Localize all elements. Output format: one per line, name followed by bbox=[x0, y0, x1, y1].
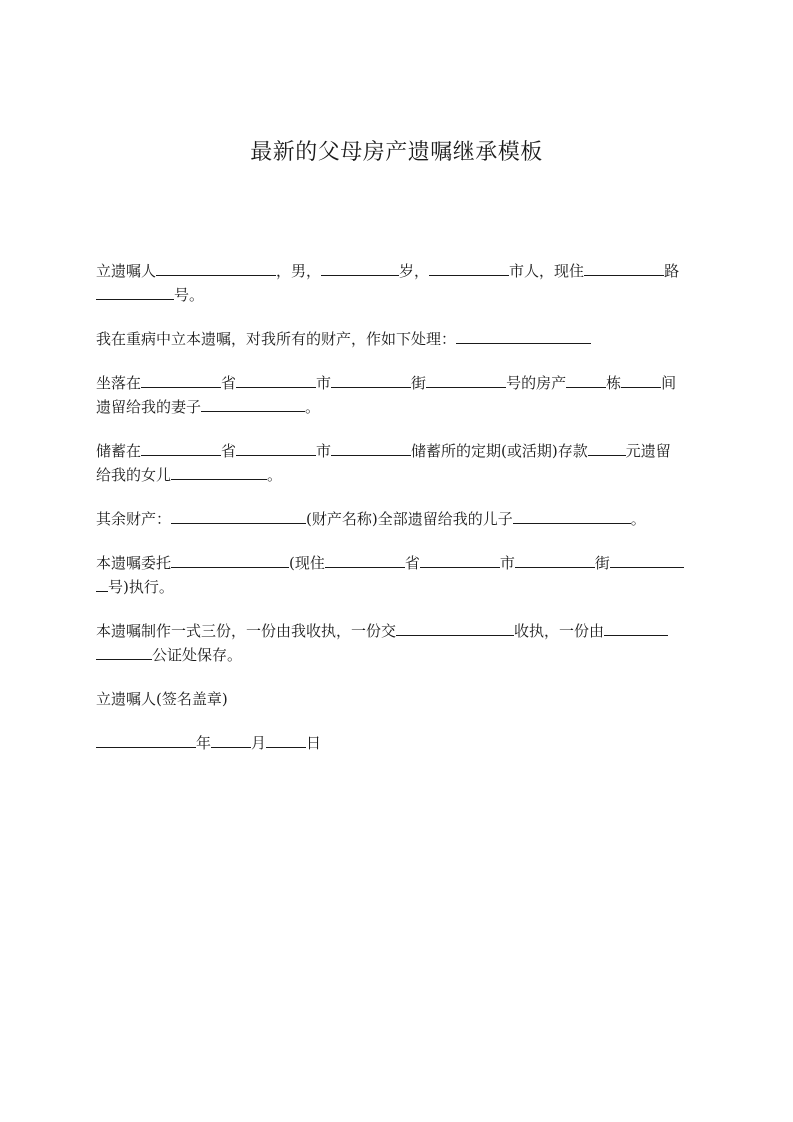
house-number-blank[interactable] bbox=[426, 371, 506, 388]
text-amount-left: 元遗留 bbox=[625, 442, 671, 460]
executor-paragraph bbox=[96, 551, 696, 599]
text-road: 路 bbox=[664, 262, 680, 280]
house-street-blank[interactable] bbox=[331, 371, 411, 388]
text-male: ，男， bbox=[276, 262, 322, 280]
text-deposit: 储蓄所的定期(或活期)存款 bbox=[411, 442, 588, 460]
text-period: 。 bbox=[630, 510, 646, 528]
text-number: 号。 bbox=[174, 286, 205, 304]
disposition-paragraph bbox=[96, 327, 696, 351]
document-title: 最新的父母房产遗嘱继承模板 bbox=[250, 140, 543, 165]
text-keep-one: 收执，一份由 bbox=[514, 622, 605, 640]
testator-name-blank[interactable] bbox=[156, 259, 276, 276]
savings-office-blank[interactable] bbox=[331, 439, 411, 456]
copies-paragraph bbox=[96, 619, 696, 667]
property-name-blank[interactable] bbox=[171, 507, 306, 524]
text-other-property: 其余财产： bbox=[96, 510, 172, 528]
text-street: 街 bbox=[594, 554, 610, 572]
text-residence: (现住 bbox=[289, 554, 325, 572]
text-city: 市 bbox=[316, 374, 332, 392]
amount-blank[interactable] bbox=[588, 439, 626, 456]
executor-name-blank[interactable] bbox=[171, 551, 289, 568]
text-execute: 号)执行。 bbox=[108, 578, 174, 596]
text-city: 市 bbox=[316, 442, 332, 460]
text-signature: 立遗嘱人(签名盖章) bbox=[96, 690, 228, 708]
text-day: 日 bbox=[306, 734, 322, 752]
text-city: 市 bbox=[499, 554, 515, 572]
executor-number-blank-1[interactable] bbox=[610, 551, 684, 568]
house-paragraph bbox=[96, 371, 696, 419]
savings-province-blank[interactable] bbox=[141, 439, 221, 456]
executor-province-blank[interactable] bbox=[325, 551, 405, 568]
wife-name-blank[interactable] bbox=[201, 395, 305, 412]
text-savings-at: 储蓄在 bbox=[96, 442, 142, 460]
testator-info-paragraph bbox=[96, 259, 696, 307]
text-province: 省 bbox=[221, 374, 237, 392]
text-building: 栋 bbox=[606, 374, 622, 392]
text-testator: 立遗嘱人 bbox=[96, 262, 157, 280]
text-room: 间 bbox=[661, 374, 677, 392]
text-notary: 公证处保存。 bbox=[152, 646, 243, 664]
savings-paragraph bbox=[96, 439, 696, 487]
text-entrust: 本遗嘱委托 bbox=[96, 554, 172, 572]
text-year: 年 bbox=[196, 734, 212, 752]
number-blank[interactable] bbox=[96, 283, 174, 300]
city-blank[interactable] bbox=[429, 259, 509, 276]
son-name-blank[interactable] bbox=[513, 507, 631, 524]
executor-city-blank[interactable] bbox=[420, 551, 500, 568]
year-blank[interactable] bbox=[96, 731, 196, 748]
text-period: 。 bbox=[305, 398, 321, 416]
date-paragraph bbox=[96, 731, 696, 755]
signature-paragraph bbox=[96, 687, 696, 711]
other-property-paragraph bbox=[96, 507, 696, 531]
text-to-wife: 遗留给我的妻子 bbox=[96, 398, 202, 416]
notary-blank-1[interactable] bbox=[604, 619, 668, 636]
savings-city-blank[interactable] bbox=[236, 439, 316, 456]
text-month: 月 bbox=[251, 734, 267, 752]
daughter-name-blank[interactable] bbox=[171, 463, 267, 480]
text-located: 坐落在 bbox=[96, 374, 142, 392]
text-disposition: 我在重病中立本遗嘱，对我所有的财产，作如下处理： bbox=[96, 330, 457, 348]
text-city-residence: 市人，现住 bbox=[509, 262, 585, 280]
text-copies: 本遗嘱制作一式三份，一份由我收执，一份交 bbox=[96, 622, 397, 640]
day-blank[interactable] bbox=[266, 731, 306, 748]
text-to-son: (财产名称)全部遗留给我的儿子 bbox=[306, 510, 513, 528]
month-blank[interactable] bbox=[211, 731, 251, 748]
copy-holder-blank[interactable] bbox=[396, 619, 514, 636]
document-body bbox=[96, 259, 696, 775]
text-province: 省 bbox=[221, 442, 237, 460]
room-count-blank[interactable] bbox=[621, 371, 661, 388]
text-street: 街 bbox=[411, 374, 427, 392]
text-province: 省 bbox=[404, 554, 420, 572]
text-age: 岁， bbox=[399, 262, 430, 280]
building-count-blank[interactable] bbox=[566, 371, 606, 388]
house-province-blank[interactable] bbox=[141, 371, 221, 388]
executor-street-blank[interactable] bbox=[515, 551, 595, 568]
text-house: 号的房产 bbox=[506, 374, 567, 392]
executor-number-blank-2[interactable] bbox=[96, 575, 108, 592]
notary-blank-2[interactable] bbox=[96, 643, 152, 660]
text-period: 。 bbox=[267, 466, 283, 484]
disposition-blank[interactable] bbox=[456, 327, 591, 344]
text-to-daughter: 给我的女儿 bbox=[96, 466, 172, 484]
house-city-blank[interactable] bbox=[236, 371, 316, 388]
age-blank[interactable] bbox=[321, 259, 399, 276]
road-blank[interactable] bbox=[584, 259, 664, 276]
